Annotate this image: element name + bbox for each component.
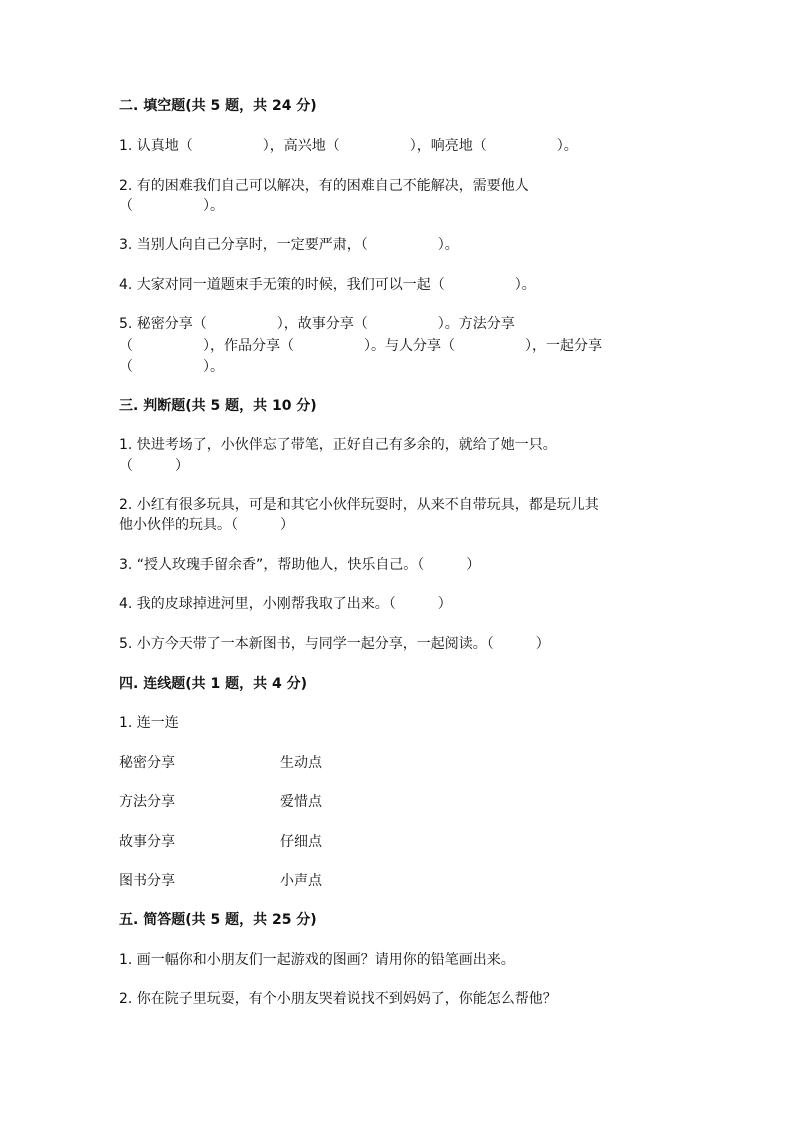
judge-question-1-line-1: 1. 快进考场了，小伙伴忘了带笔，正好自己有多余的，就给了她一只。 xyxy=(119,437,557,453)
match-left-item: 秘密分享 xyxy=(119,755,175,771)
judge-question-3: 3. “授人玫瑰手留余香”，帮助他人，快乐自己。（ ） xyxy=(119,557,481,573)
fill-question-1: 1. 认真地（ ），高兴地（ ），响亮地（ ）。 xyxy=(119,138,578,154)
fill-question-2-line-2: （ ）。 xyxy=(119,198,224,214)
judge-question-5: 5. 小方今天带了一本新图书，与同学一起分享，一起阅读。（ ） xyxy=(119,636,550,652)
fill-question-5-line-1: 5. 秘密分享（ ），故事分享（ ）。方法分享 xyxy=(119,316,515,332)
match-right-item: 生动点 xyxy=(280,755,322,771)
fill-question-2-line-1: 2. 有的困难我们自己可以解决，有的困难自己不能解决，需要他人 xyxy=(119,178,529,194)
match-right-item: 小声点 xyxy=(280,873,322,889)
judge-question-2-line-1: 2. 小红有很多玩具，可是和其它小伙伴玩耍时，从来不自带玩具，都是玩儿其 xyxy=(119,497,599,513)
match-left-item: 故事分享 xyxy=(119,834,175,850)
section-heading-short: 五. 简答题(共 5 题，共 25 分) xyxy=(119,912,317,928)
match-right-item: 爱惜点 xyxy=(280,794,322,810)
section-heading-judge: 三. 判断题(共 5 题，共 10 分) xyxy=(119,398,317,414)
section-heading-match: 四. 连线题(共 1 题，共 4 分) xyxy=(119,676,307,692)
fill-question-5-line-3: （ ）。 xyxy=(119,359,224,375)
fill-question-3: 3. 当别人向自己分享时，一定要严肃，（ ）。 xyxy=(119,237,459,253)
fill-question-5-line-2: （ ），作品分享（ ）。与人分享（ ），一起分享 xyxy=(119,338,602,354)
match-left-item: 方法分享 xyxy=(119,794,175,810)
match-right-item: 仔细点 xyxy=(280,834,322,850)
judge-question-4: 4. 我的皮球掉进河里，小刚帮我取了出来。（ ） xyxy=(119,596,452,612)
judge-question-1-line-2: （ ） xyxy=(119,458,189,474)
match-question-1: 1. 连一连 xyxy=(119,715,179,731)
short-question-1: 1. 画一幅你和小朋友们一起游戏的图画？请用你的铅笔画出来。 xyxy=(119,952,515,968)
section-heading-fill: 二. 填空题(共 5 题，共 24 分) xyxy=(119,98,317,114)
match-left-item: 图书分享 xyxy=(119,873,175,889)
fill-question-4: 4. 大家对同一道题束手无策的时候，我们可以一起（ ）。 xyxy=(119,277,536,293)
short-question-2: 2. 你在院子里玩耍，有个小朋友哭着说找不到妈妈了，你能怎么帮他？ xyxy=(119,991,557,1007)
judge-question-2-line-2: 他小伙伴的玩具。（ ） xyxy=(119,517,294,533)
